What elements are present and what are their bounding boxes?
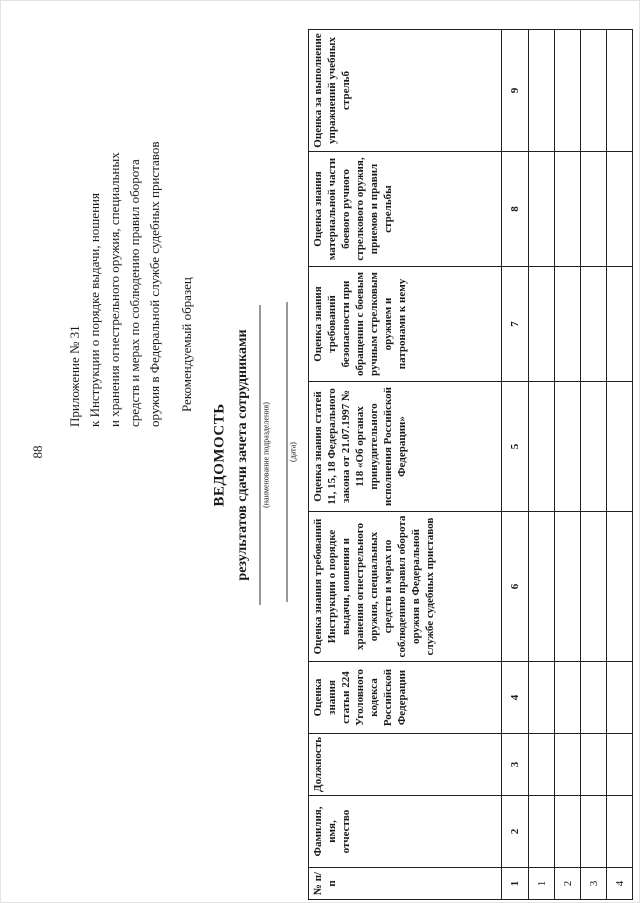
page-number: 88 [30,445,45,459]
column-number: 5 [502,382,529,512]
column-number: 7 [502,267,529,382]
header-cell-instruction: Оценка знания требований Инструкции о порядке выдачи, ношения и хранения огнестрельного оружия, специальных средств и мерах по соблюдению правил оборота оружия в Федеральной службе судебных приставов [309,512,502,662]
table-cell [529,734,555,796]
table-cell: 4 [607,868,633,900]
subdivision-rule [260,305,261,605]
header-cell-criminal-code: Оценка знания статьи 224 Уголовного кодекса Российской Федерации [309,662,502,734]
table-cell [529,662,555,734]
table-cell [607,662,633,734]
appendix-line: Приложение № 31 [67,325,82,427]
table-cell: 1 [529,868,555,900]
table-cell [581,30,607,152]
table-cell [607,512,633,662]
results-table-rotated [308,30,626,900]
table-cell [581,152,607,267]
header-row [309,30,502,900]
column-number: 4 [502,662,529,734]
column-number: 3 [502,734,529,796]
column-number: 2 [502,796,529,868]
table-cell [529,30,555,152]
table-cell [607,734,633,796]
header-cell-safety: Оценка знания требований безопасности при обращении с боевым ручным стрелковым оружием и патронами к нему [309,267,502,382]
appendix-header [65,37,165,427]
table-cell [529,512,555,662]
table-cell [555,267,581,382]
header-cell-shooting: Оценка за выполнение упражнений учебных стрельб [309,30,502,152]
appendix-line: средств и мерах по соблюдению правил оборота [127,159,142,427]
table-cell [607,267,633,382]
header-cell-federal-law: Оценка знания статей 11, 15, 18 Федерального закона от 21.07.1997 № 118 «Об органах принудительного исполнения Российской Федерации» [309,382,502,512]
sample-note: Рекомендуемый образец [179,277,194,412]
table-cell [581,734,607,796]
appendix-line: и хранения огнестрельного оружия, специальных [107,152,122,427]
date-field [287,302,298,602]
table-row [607,30,633,900]
table-cell [555,152,581,267]
table-cell [555,30,581,152]
table-cell: 2 [555,868,581,900]
subdivision-field [260,305,271,605]
document-subtitle: результатов сдачи зачета сотрудниками [235,329,250,581]
header-cell-number: № п/п [309,868,502,900]
table-cell [581,662,607,734]
table-cell [607,796,633,868]
table-cell [581,796,607,868]
results-table [308,29,633,900]
results-table-container [308,30,626,900]
table-cell [581,382,607,512]
date-rule [287,302,288,602]
column-number: 6 [502,512,529,662]
column-number: 1 [502,868,529,900]
table-cell [555,382,581,512]
table-row [529,30,555,900]
column-number-row [502,30,529,900]
table-cell [555,662,581,734]
subdivision-caption: (наименование подразделения) [261,402,271,508]
table-cell [555,796,581,868]
header-cell-position: Должность [309,734,502,796]
table-cell [555,512,581,662]
header-cell-weapon-knowledge: Оценка знания материальной части боевого ручного стрелкового оружия, приемов и правил стрельбы [309,152,502,267]
table-cell [529,152,555,267]
table-cell [529,267,555,382]
table-cell [581,267,607,382]
column-number: 9 [502,30,529,152]
header-cell-name: Фамилия, имя, отчество [309,796,502,868]
table-cell [607,152,633,267]
date-caption: (дата) [288,442,298,462]
table-cell: 3 [581,868,607,900]
table-cell [529,796,555,868]
table-cell [607,30,633,152]
table-cell [607,382,633,512]
appendix-line: оружия в Федеральной службе судебных приставов [147,141,162,427]
document-title: ВЕДОМОСТЬ [211,403,228,507]
table-row [555,30,581,900]
table-cell [529,382,555,512]
appendix-line: к Инструкции о порядке выдачи, ношения [87,193,102,427]
column-number: 8 [502,152,529,267]
table-cell [555,734,581,796]
table-row [581,30,607,900]
table-cell [581,512,607,662]
